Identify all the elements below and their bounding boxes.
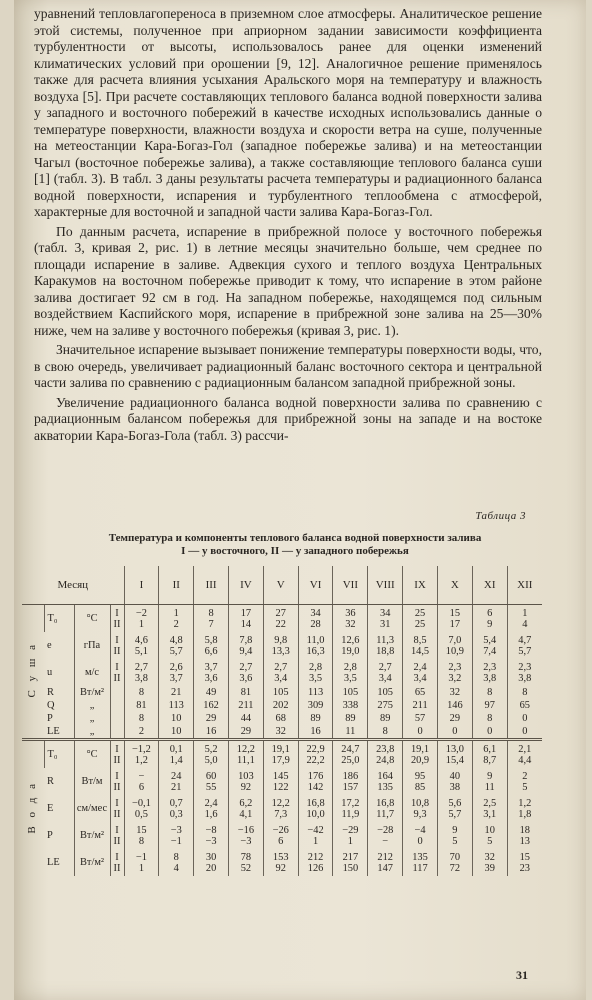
value-cell: 78 52	[228, 849, 263, 876]
value-cell: 2,8 3,5	[333, 659, 368, 686]
value-cell: 2,7 3,6	[228, 659, 263, 686]
param-cell: R	[47, 687, 54, 698]
value-cell: 57	[403, 712, 438, 725]
value-cell: 34 31	[368, 605, 403, 633]
value-cell: 19,1 17,9	[263, 740, 298, 769]
unit-cell: Вт/м	[74, 768, 110, 795]
value-cell: −0,1 0,5	[124, 795, 159, 822]
value-cell: 95 85	[403, 768, 438, 795]
table-title	[56, 532, 534, 558]
index-cell: I II	[110, 822, 124, 849]
value-cell: 2,7 3,8	[124, 659, 159, 686]
table-row	[22, 605, 542, 633]
value-cell: 0	[437, 725, 472, 740]
value-cell: 145 122	[263, 768, 298, 795]
value-cell: 2,7 3,4	[263, 659, 298, 686]
value-cell: 8,5 14,5	[403, 632, 438, 659]
table-row	[22, 795, 542, 822]
value-cell: 8	[124, 712, 159, 725]
value-cell: 146	[437, 699, 472, 712]
value-cell: 6,1 8,7	[472, 740, 507, 769]
table-row	[22, 699, 542, 712]
unit-cell: °C	[74, 605, 110, 633]
value-cell: 49	[194, 686, 229, 699]
value-cell: 2,3 3,8	[507, 659, 542, 686]
value-cell: −4 0	[403, 822, 438, 849]
value-cell: 164 135	[368, 768, 403, 795]
value-cell: 11,3 18,8	[368, 632, 403, 659]
value-cell: 153 92	[263, 849, 298, 876]
value-cell: 103 92	[228, 768, 263, 795]
index-cell	[110, 725, 124, 740]
header-month-5: V	[263, 566, 298, 605]
value-cell: 338	[333, 699, 368, 712]
value-cell: 89	[368, 712, 403, 725]
value-cell: 1 2	[159, 605, 194, 633]
value-cell: 18 13	[507, 822, 542, 849]
value-cell: 3,7 3,6	[194, 659, 229, 686]
value-cell: 44	[228, 712, 263, 725]
index-cell	[110, 712, 124, 725]
value-cell: 24 21	[159, 768, 194, 795]
value-cell: 15 17	[437, 605, 472, 633]
value-cell: 8 4	[159, 849, 194, 876]
value-cell: 105	[333, 686, 368, 699]
side-label-text: В о д а	[26, 780, 39, 834]
value-cell: 0	[507, 712, 542, 725]
body-text	[34, 6, 542, 444]
unit-cell: Вт/м²	[74, 822, 110, 849]
value-cell: 16	[194, 725, 229, 740]
value-cell: −2 1	[124, 605, 159, 633]
unit-cell: м/с	[74, 659, 110, 686]
value-cell: −28 −	[368, 822, 403, 849]
index-cell: I II	[110, 740, 124, 769]
table-row	[22, 632, 542, 659]
value-cell: 19,1 20,9	[403, 740, 438, 769]
param-cell: P	[47, 830, 53, 841]
value-cell: 2,8 3,5	[298, 659, 333, 686]
data-table	[22, 566, 542, 876]
value-cell: 275	[368, 699, 403, 712]
value-cell: 15 8	[124, 822, 159, 849]
paragraph-3: Значительное испарение вызывает понижение температуры поверхности воды, что, в свою очередь, увеличивает радиационный баланс восточного сектора и центральной части залива по сравнению с радиационным балансом западной прибрежной зоны.	[34, 342, 542, 390]
unit-cell: „	[74, 712, 110, 725]
value-cell: 12,6 19,0	[333, 632, 368, 659]
value-cell: 9 11	[472, 768, 507, 795]
param-cell: T₀	[44, 605, 74, 633]
paragraph-4: Увеличение радиационного баланса водной поверхности залива по сравнению с радиационным балансом побережья для прибрежной зоны на западе и на востоке акватории Кара-Богаз-Гола (табл. 3) рассчи-	[34, 394, 542, 443]
header-month-6: VI	[298, 566, 333, 605]
index-cell: I II	[110, 605, 124, 633]
value-cell: −26 6	[263, 822, 298, 849]
table-header-row	[22, 566, 542, 605]
unit-cell: Вт/м²	[74, 849, 110, 876]
value-cell: −1 1	[124, 849, 159, 876]
value-cell: 5,4 7,4	[472, 632, 507, 659]
value-cell: 2,7 3,4	[368, 659, 403, 686]
value-cell: 89	[333, 712, 368, 725]
table-title-line-2: I — у восточного, II — у западного побережья	[181, 545, 409, 557]
value-cell: 2 5	[507, 768, 542, 795]
unit-cell: „	[74, 725, 110, 740]
value-cell: −42 1	[298, 822, 333, 849]
value-cell: 176 142	[298, 768, 333, 795]
value-cell: 8	[124, 686, 159, 699]
value-cell: 113	[159, 699, 194, 712]
value-cell: 13,0 15,4	[437, 740, 472, 769]
land-label	[22, 605, 44, 740]
value-cell: 81	[124, 699, 159, 712]
value-cell: 29	[194, 712, 229, 725]
value-cell: 113	[298, 686, 333, 699]
table-row	[22, 740, 542, 769]
header-month-2: II	[159, 566, 194, 605]
value-cell: 2,4 3,4	[403, 659, 438, 686]
value-cell: 89	[298, 712, 333, 725]
header-month-4: IV	[228, 566, 263, 605]
value-cell: 16,8 10,0	[298, 795, 333, 822]
value-cell: 5,2 5,0	[194, 740, 229, 769]
value-cell: 11,0 16,3	[298, 632, 333, 659]
value-cell: 6 9	[472, 605, 507, 633]
value-cell: 23,8 24,8	[368, 740, 403, 769]
value-cell: −8 −3	[194, 822, 229, 849]
index-cell	[110, 686, 124, 699]
value-cell: 36 32	[333, 605, 368, 633]
value-cell: 5,6 5,7	[437, 795, 472, 822]
value-cell: 9,8 13,3	[263, 632, 298, 659]
value-cell: 309	[298, 699, 333, 712]
param-cell: E	[47, 803, 54, 814]
value-cell: 7,0 10,9	[437, 632, 472, 659]
value-cell: 186 157	[333, 768, 368, 795]
value-cell: 0,7 0,3	[159, 795, 194, 822]
page-number: 31	[516, 968, 528, 982]
value-cell: 1 4	[507, 605, 542, 633]
value-cell: 9 5	[437, 822, 472, 849]
value-cell: 60 55	[194, 768, 229, 795]
header-month: Месяц	[22, 566, 124, 605]
value-cell: 105	[368, 686, 403, 699]
index-cell: I II	[110, 632, 124, 659]
table-row	[22, 768, 542, 795]
value-cell: 22,9 22,2	[298, 740, 333, 769]
index-cell: I II	[110, 849, 124, 876]
header-month-12: XII	[507, 566, 542, 605]
side-label-text: С у ш а	[26, 642, 39, 698]
table-row	[22, 686, 542, 699]
value-cell: 4,7 5,7	[507, 632, 542, 659]
paragraph-2: По данным расчета, испарение в прибрежной полосе у восточного побережья (табл. 3, кривая 2, рис. 1) в летние месяцы значительно больше, чем среднее по площади испарение в заливе. Адвекция сухого и теплого воздуха Центральных Каракумов на восточном побережье приводит к тому, что испарение в этом районе залива достигает 92 см в год. На западном побережье, находящемся под сильным воздействием Каспийского моря, испарение в прибрежной зоне залива на 25—30% ниже, чем на заливе у восточного побережья (кривая 3, рис. 1).	[34, 223, 542, 338]
value-cell: 10,8 9,3	[403, 795, 438, 822]
value-cell: 162	[194, 699, 229, 712]
value-cell: 8	[507, 686, 542, 699]
value-cell: −16 −3	[228, 822, 263, 849]
header-month-11: XI	[472, 566, 507, 605]
header-month-10: X	[437, 566, 472, 605]
value-cell: −3 −1	[159, 822, 194, 849]
index-cell: I II	[110, 659, 124, 686]
value-cell: 202	[263, 699, 298, 712]
value-cell: 6,2 4,1	[228, 795, 263, 822]
value-cell: 2	[124, 725, 159, 740]
value-cell: 0	[472, 725, 507, 740]
value-cell: 4,8 5,7	[159, 632, 194, 659]
value-cell: 217 150	[333, 849, 368, 876]
value-cell: 8	[472, 686, 507, 699]
table-row	[22, 849, 542, 876]
index-cell: I II	[110, 795, 124, 822]
value-cell: 12,2 7,3	[263, 795, 298, 822]
value-cell: 65	[403, 686, 438, 699]
value-cell: 0,1 1,4	[159, 740, 194, 769]
value-cell: 16	[298, 725, 333, 740]
value-cell: 65	[507, 699, 542, 712]
index-cell: I II	[110, 768, 124, 795]
value-cell: 2,1 4,4	[507, 740, 542, 769]
value-cell: 10	[159, 712, 194, 725]
value-cell: 105	[263, 686, 298, 699]
header-month-8: VIII	[368, 566, 403, 605]
value-cell: 25 25	[403, 605, 438, 633]
value-cell: 1,2 1,8	[507, 795, 542, 822]
value-cell: 211	[403, 699, 438, 712]
param-cell: LE	[47, 857, 60, 868]
value-cell: 17 14	[228, 605, 263, 633]
value-cell: 2,5 3,1	[472, 795, 507, 822]
paragraph-1: уравнений тепловлагопереноса в приземном слое атмосферы. Аналитическое решение этой системы, полученное при априорном задании зависимости коэффициента турбулентности от высоты, использовалось ранее для оценки изменений климатических условий при орошении [9, 12]. Аналогичное решение применялось также для расчета влияния усыхания Аральского моря на температуру и влажность воздуха [5]. При расчете составляющих теплового баланса водной поверхности залива у западного и восточного побережий в качестве исходных использовались данные о температуре поверхности, влажности воздуха и скорости ветра на суше, полученные на метеостанции Кара-Богаз-Гол (западное побережье залива) и на метеостанции Чагыл (восточное побережье залива), а также составляющие теплового баланса суши [1] (табл. 3). В табл. 3 даны результаты расчета температуры и радиационного баланса водной поверхности, испарения и турбулентного теплообмена с атмосферой, характерные для восточной и западной части залива Кара-Богаз-Гол.	[34, 6, 542, 219]
value-cell: 32 39	[472, 849, 507, 876]
param-cell: R	[47, 776, 54, 787]
header-month-1: I	[124, 566, 159, 605]
table-row	[22, 712, 542, 725]
header-month-3: III	[194, 566, 229, 605]
value-cell: 8	[472, 712, 507, 725]
value-cell: 2,6 3,7	[159, 659, 194, 686]
book-page	[14, 0, 586, 1000]
value-cell: 32	[437, 686, 472, 699]
value-cell: 21	[159, 686, 194, 699]
value-cell: 7,8 9,4	[228, 632, 263, 659]
water-label	[22, 740, 44, 877]
unit-cell: °C	[74, 740, 110, 769]
value-cell: 30 20	[194, 849, 229, 876]
param-cell: LE	[47, 726, 60, 737]
unit-cell: Вт/м²	[74, 686, 110, 699]
param-cell: e	[47, 640, 52, 651]
value-cell: 212 147	[368, 849, 403, 876]
value-cell: −29 1	[333, 822, 368, 849]
param-cell: T₀	[44, 740, 74, 769]
value-cell: 0	[507, 725, 542, 740]
value-cell: 40 38	[437, 768, 472, 795]
value-cell: 135 117	[403, 849, 438, 876]
param-cell: u	[47, 667, 53, 678]
value-cell: 24,7 25,0	[333, 740, 368, 769]
value-cell: 16,8 11,7	[368, 795, 403, 822]
value-cell: 211	[228, 699, 263, 712]
value-cell: 5,8 6,6	[194, 632, 229, 659]
value-cell: 68	[263, 712, 298, 725]
value-cell: 4,6 5,1	[124, 632, 159, 659]
table-row	[22, 822, 542, 849]
value-cell: 2,3 3,8	[472, 659, 507, 686]
value-cell: 2,4 1,6	[194, 795, 229, 822]
index-cell	[110, 699, 124, 712]
header-month-9: IX	[403, 566, 438, 605]
value-cell: 12,2 11,1	[228, 740, 263, 769]
value-cell: 17,2 11,9	[333, 795, 368, 822]
value-cell: 8	[368, 725, 403, 740]
header-month-7: VII	[333, 566, 368, 605]
value-cell: 97	[472, 699, 507, 712]
value-cell: 29	[437, 712, 472, 725]
value-cell: 10 5	[472, 822, 507, 849]
value-cell: 81	[228, 686, 263, 699]
table-caption: Таблица 3	[475, 510, 526, 522]
value-cell: 8 7	[194, 605, 229, 633]
value-cell: 15 23	[507, 849, 542, 876]
value-cell: −1,2 1,2	[124, 740, 159, 769]
value-cell: 0	[403, 725, 438, 740]
unit-cell: гПа	[74, 632, 110, 659]
table-body	[22, 605, 542, 877]
param-cell: P	[47, 713, 53, 724]
value-cell: 34 28	[298, 605, 333, 633]
value-cell: 212 126	[298, 849, 333, 876]
value-cell: 29	[228, 725, 263, 740]
param-cell: Q	[47, 700, 55, 711]
table-title-line-1: Температура и компоненты теплового баланса водной поверхности залива	[108, 532, 482, 544]
value-cell: 32	[263, 725, 298, 740]
value-cell: 27 22	[263, 605, 298, 633]
value-cell: 2,3 3,2	[437, 659, 472, 686]
unit-cell: „	[74, 699, 110, 712]
unit-cell: см/мес	[74, 795, 110, 822]
value-cell: 11	[333, 725, 368, 740]
value-cell: 10	[159, 725, 194, 740]
value-cell: − 6	[124, 768, 159, 795]
table-row	[22, 659, 542, 686]
value-cell: 70 72	[437, 849, 472, 876]
table-row	[22, 725, 542, 740]
